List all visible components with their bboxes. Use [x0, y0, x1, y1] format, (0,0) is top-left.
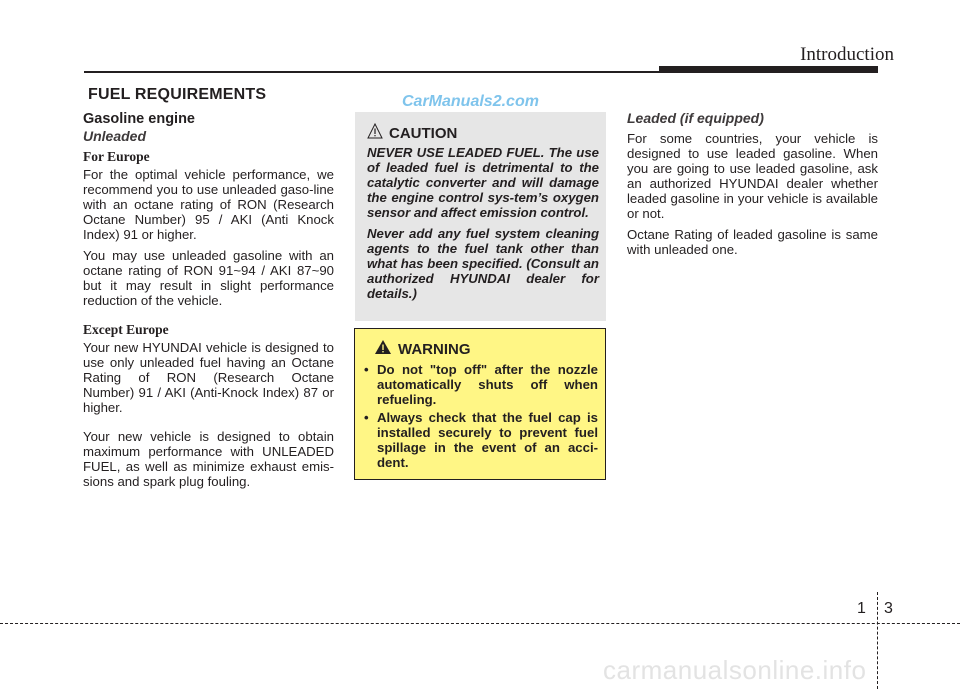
page-divider [877, 592, 878, 689]
header-rule-thin [84, 71, 659, 73]
warning-header [374, 339, 598, 359]
caution-paragraph-1: NEVER USE LEADED FUEL. The use of leaded fuel is detrimental to the catalytic converter and will damage the engine control sys-tem’s oxygen sensor and affect emission control. [367, 145, 599, 220]
bullet: • [364, 410, 369, 425]
gasoline-engine-heading: Gasoline engine [83, 111, 195, 127]
unleaded-subheading: Unleaded [83, 128, 147, 144]
footer-divider [0, 623, 960, 624]
header-rule-thick [659, 66, 878, 73]
bullet: • [364, 362, 369, 377]
footer-site-link[interactable]: carmanualsonline.info [603, 655, 867, 685]
caution-header [367, 123, 599, 143]
leaded-paragraph-2: Octane Rating of leaded gasoline is same with unleaded one. [627, 227, 878, 257]
section-title: Introduction [800, 44, 894, 65]
caution-title: CAUTION [389, 124, 458, 142]
right-column [627, 111, 878, 263]
europe-paragraph-2: You may use unleaded gasoline with an octane rating of RON 91~94 / AKI 87~90 but it may result in slight performance reduction of the vehicle. [83, 248, 334, 308]
for-europe-label: For Europe [83, 149, 150, 164]
page-title: FUEL REQUIREMENTS [88, 86, 267, 103]
caution-box [355, 112, 606, 321]
caution-paragraph-2: Never add any fuel system cleaning agents to the fuel tank other than what has been specified. (Consult an authorized HYUNDAI dealer for details.) [367, 226, 599, 301]
except-europe-label: Except Europe [83, 322, 169, 337]
warning-item: • Do not "top off" after the nozzle automatically shuts off when refueling. [364, 362, 598, 407]
caution-triangle-icon [367, 123, 383, 143]
warning-item: • Always check that the fuel cap is installed securely to prevent fuel spillage in the event of an acci-dent. [364, 410, 598, 470]
page-number: 3 [884, 600, 893, 617]
watermark-link[interactable]: CarManuals2.com [402, 93, 539, 110]
except-europe-paragraph-2: Your new vehicle is designed to obtain maximum performance with UNLEADED FUEL, as well as minimize exhaust emis-sions and spark plug fouling. [83, 429, 334, 489]
left-column [83, 112, 334, 495]
except-europe-paragraph-1: Your new HYUNDAI vehicle is designed to use only unleaded fuel having an Octane Rating of RON (Research Octane Number) 91 / AKI (Anti-Knock Index) 87 or higher. [83, 340, 334, 415]
warning-title: WARNING [398, 340, 471, 358]
warning-list [364, 362, 598, 470]
warning-box [354, 328, 606, 480]
europe-paragraph-1: For the optimal vehicle performance, we recommend you to use unleaded gaso-line with an octane rating of RON (Research Octane Number) 95 / AKI (Anti Knock Index) 91 or higher. [83, 167, 334, 242]
leaded-paragraph-1: For some countries, your vehicle is designed to use leaded gasoline. When you are going to use leaded gasoline, ask an authorized HYUNDAI dealer whether leaded gasoline in your vehicle is available or not. [627, 131, 878, 221]
chapter-number: 1 [857, 600, 866, 617]
leaded-subheading: Leaded (if equipped) [627, 110, 764, 126]
warning-triangle-icon [374, 339, 392, 359]
